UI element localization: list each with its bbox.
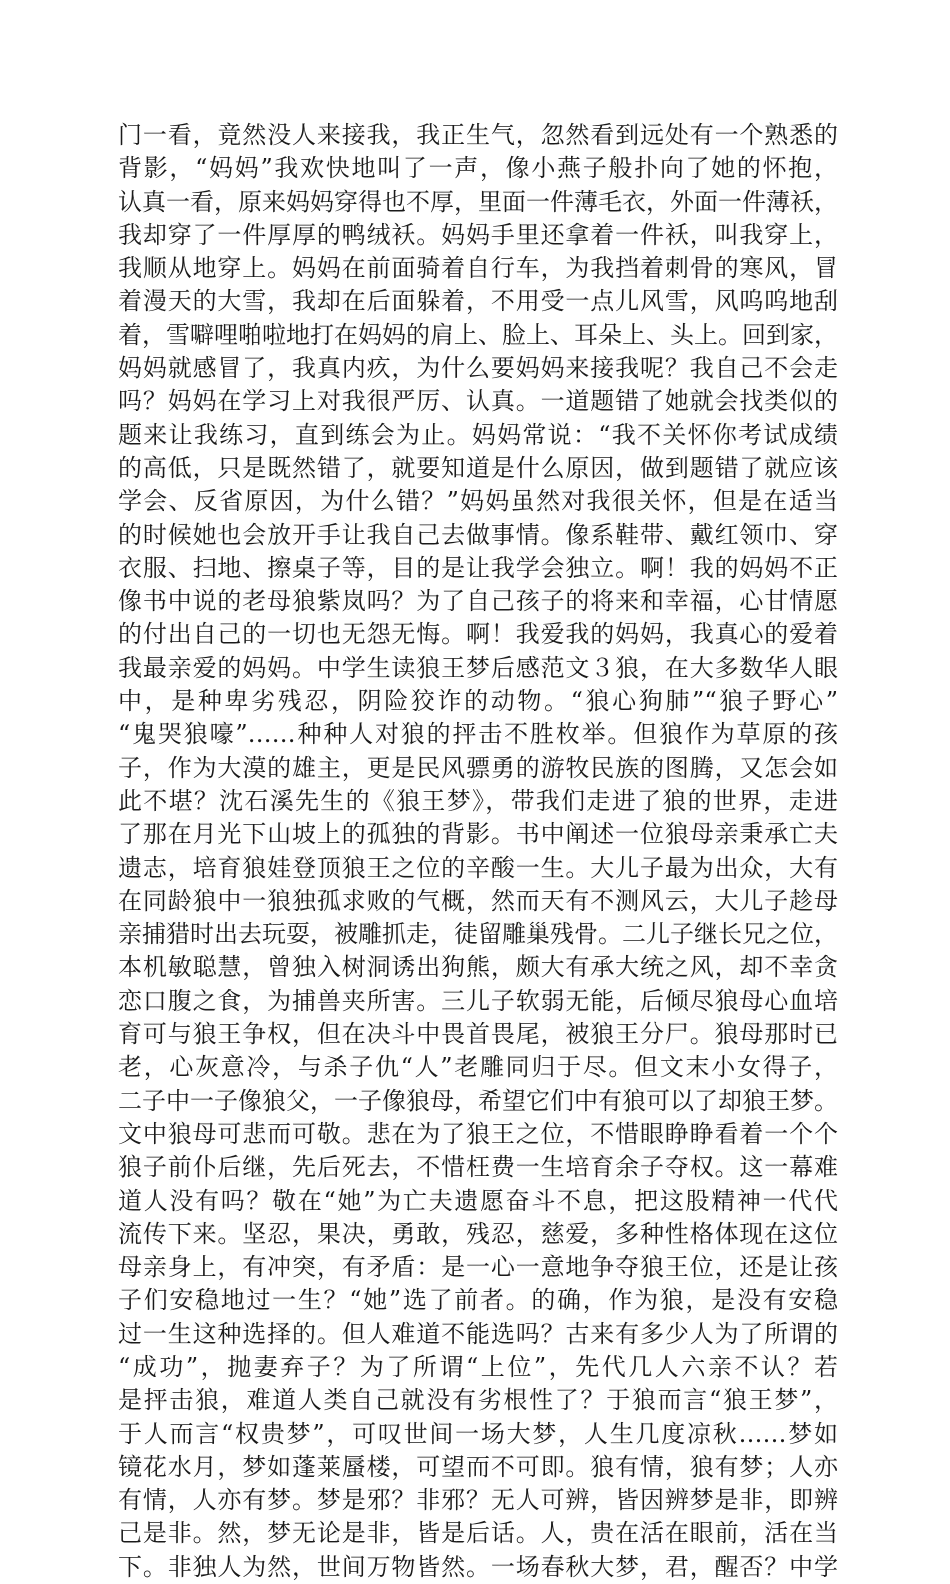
text-line: 恋口腹之食，为捕兽夹所害。三儿子软弱无能，后倾尽狼母心血培 <box>118 986 838 1015</box>
text-line: 像书中说的老母狼紫岚吗？为了自己孩子的将来和幸福，心甘情愿 <box>118 587 838 616</box>
text-line: 门一看，竟然没人来接我，我正生气，忽然看到远处有一个熟悉的 <box>118 121 838 149</box>
text-line: 子，作为大漠的雄主，更是民风骠勇的游牧民族的图腾，又怎会如 <box>118 753 838 782</box>
text-line: 有情，人亦有梦。梦是邪？非邪？无人可辨，皆因辨梦是非，即辨 <box>118 1486 838 1515</box>
text-line: 着漫天的大雪，我却在后面躲着，不用受一点儿风雪，风呜呜地刮 <box>118 287 838 316</box>
text-line: 文中狼母可悲而可敬。悲在为了狼王之位，不惜眼睁睁看着一个个 <box>118 1119 838 1148</box>
text-line: “鬼哭狼嚎”……种种人对狼的抨击不胜枚举。但狼作为草原的孩 <box>118 720 838 749</box>
text-line: 吗？妈妈在学习上对我很严厉、认真。一道题错了她就会找类似的 <box>118 387 838 416</box>
text-line: 衣服、扫地、擦桌子等，目的是让我学会独立。啊！我的妈妈不正 <box>118 553 838 582</box>
text-line: 镜花水月，梦如蓬莱蜃楼，可望而不可即。狼有情，狼有梦；人亦 <box>118 1452 838 1481</box>
text-line: 亲捕猎时出去玩耍，被雕抓走，徒留雕巢残骨。二儿子继长兄之位， <box>118 920 838 949</box>
text-line: 本机敏聪慧，曾独入树洞诱出狗熊，颇大有承大统之风，却不幸贪 <box>118 953 838 982</box>
text-line: 背影，“妈妈”我欢快地叫了一声，像小燕子般扑向了她的怀抱， <box>118 154 838 183</box>
text-line: 遗志，培育狼娃登顶狼王之位的辛酸一生。大儿子最为出众，大有 <box>118 853 838 882</box>
text-line: 学会、反省原因，为什么错？”妈妈虽然对我很关怀，但是在适当 <box>118 487 838 516</box>
text-line: 于人而言“权贵梦”，可叹世间一场大梦，人生几度凉秋……梦如 <box>118 1419 838 1448</box>
text-line: 道人没有吗？敬在“她”为亡夫遗愿奋斗不息，把这股精神一代代 <box>118 1186 838 1215</box>
text-line: 的高低，只是既然错了，就要知道是什么原因，做到题错了就应该 <box>118 453 838 482</box>
text-line: 题来让我练习，直到练会为止。妈妈常说：“我不关怀你考试成绩 <box>118 420 838 449</box>
text-line: 此不堪？沈石溪先生的《狼王梦》，带我们走进了狼的世界，走进 <box>118 786 838 815</box>
text-line: 是抨击狼，难道人类自己就没有劣根性了？于狼而言“狼王梦”， <box>118 1386 838 1415</box>
body-text <box>118 119 838 1584</box>
text-line: 的付出自己的一切也无怨无悔。啊！我爱我的妈妈，我真心的爱着 <box>118 620 838 649</box>
text-line: 认真一看，原来妈妈穿得也不厚，里面一件薄毛衣，外面一件薄袄， <box>118 187 838 216</box>
text-line: “成功”，抛妻弃子？为了所谓“上位”，先代几人六亲不认？若 <box>118 1352 838 1381</box>
text-line: 狼子前仆后继，先后死去，不惜枉费一生培育余子夺权。这一幕难 <box>118 1153 838 1182</box>
text-line: 妈妈就感冒了，我真内疚，为什么要妈妈来接我呢？我自己不会走 <box>118 354 838 383</box>
text-line: 子们安稳地过一生？“她”选了前者。的确，作为狼，是没有安稳 <box>118 1286 838 1315</box>
text-line: 我顺从地穿上。妈妈在前面骑着自行车，为我挡着刺骨的寒风，冒 <box>118 254 838 283</box>
text-line: 育可与狼王争权，但在决斗中畏首畏尾，被狼王分尸。狼母那时已 <box>118 1020 838 1049</box>
text-line: 老，心灰意冷，与杀子仇“人”老雕同归于尽。但文末小女得子， <box>118 1053 838 1082</box>
text-line: 过一生这种选择的。但人难道不能选吗？古来有多少人为了所谓的 <box>118 1319 838 1348</box>
text-line: 着，雪噼哩啪啦地打在妈妈的肩上、脸上、耳朵上、头上。回到家， <box>118 320 838 349</box>
text-line: 中，是种卑劣残忍，阴险狡诈的动物。“狼心狗肺”“狼子野心” <box>118 687 838 716</box>
text-line: 了那在月光下山坡上的孤独的背影。书中阐述一位狼母亲秉承亡夫 <box>118 820 838 849</box>
text-line: 己是非。然，梦无论是非，皆是后话。人，贵在活在眼前，活在当 <box>118 1519 838 1548</box>
text-line: 下。非独人为然，世间万物皆然。一场春秋大梦，君，醒否？中学 <box>118 1552 838 1581</box>
text-line: 二子中一子像狼父，一子像狼母，希望它们中有狼可以了却狼王梦。 <box>118 1086 838 1115</box>
text-line: 我最亲爱的妈妈。中学生读狼王梦后感范文３狼，在大多数华人眼 <box>118 653 838 682</box>
text-line: 母亲身上，有冲突，有矛盾：是一心一意地争夺狼王位，还是让孩 <box>118 1253 838 1282</box>
text-line: 流传下来。坚忍，果决，勇敢，残忍，慈爱，多种性格体现在这位 <box>118 1219 838 1248</box>
text-line: 的时候她也会放开手让我自己去做事情。像系鞋带、戴红领巾、穿 <box>118 520 838 549</box>
text-line: 我却穿了一件厚厚的鸭绒袄。妈妈手里还拿着一件袄，叫我穿上， <box>118 220 838 249</box>
text-line: 在同龄狼中一狼独孤求败的气概，然而天有不测风云，大儿子趁母 <box>118 886 838 915</box>
